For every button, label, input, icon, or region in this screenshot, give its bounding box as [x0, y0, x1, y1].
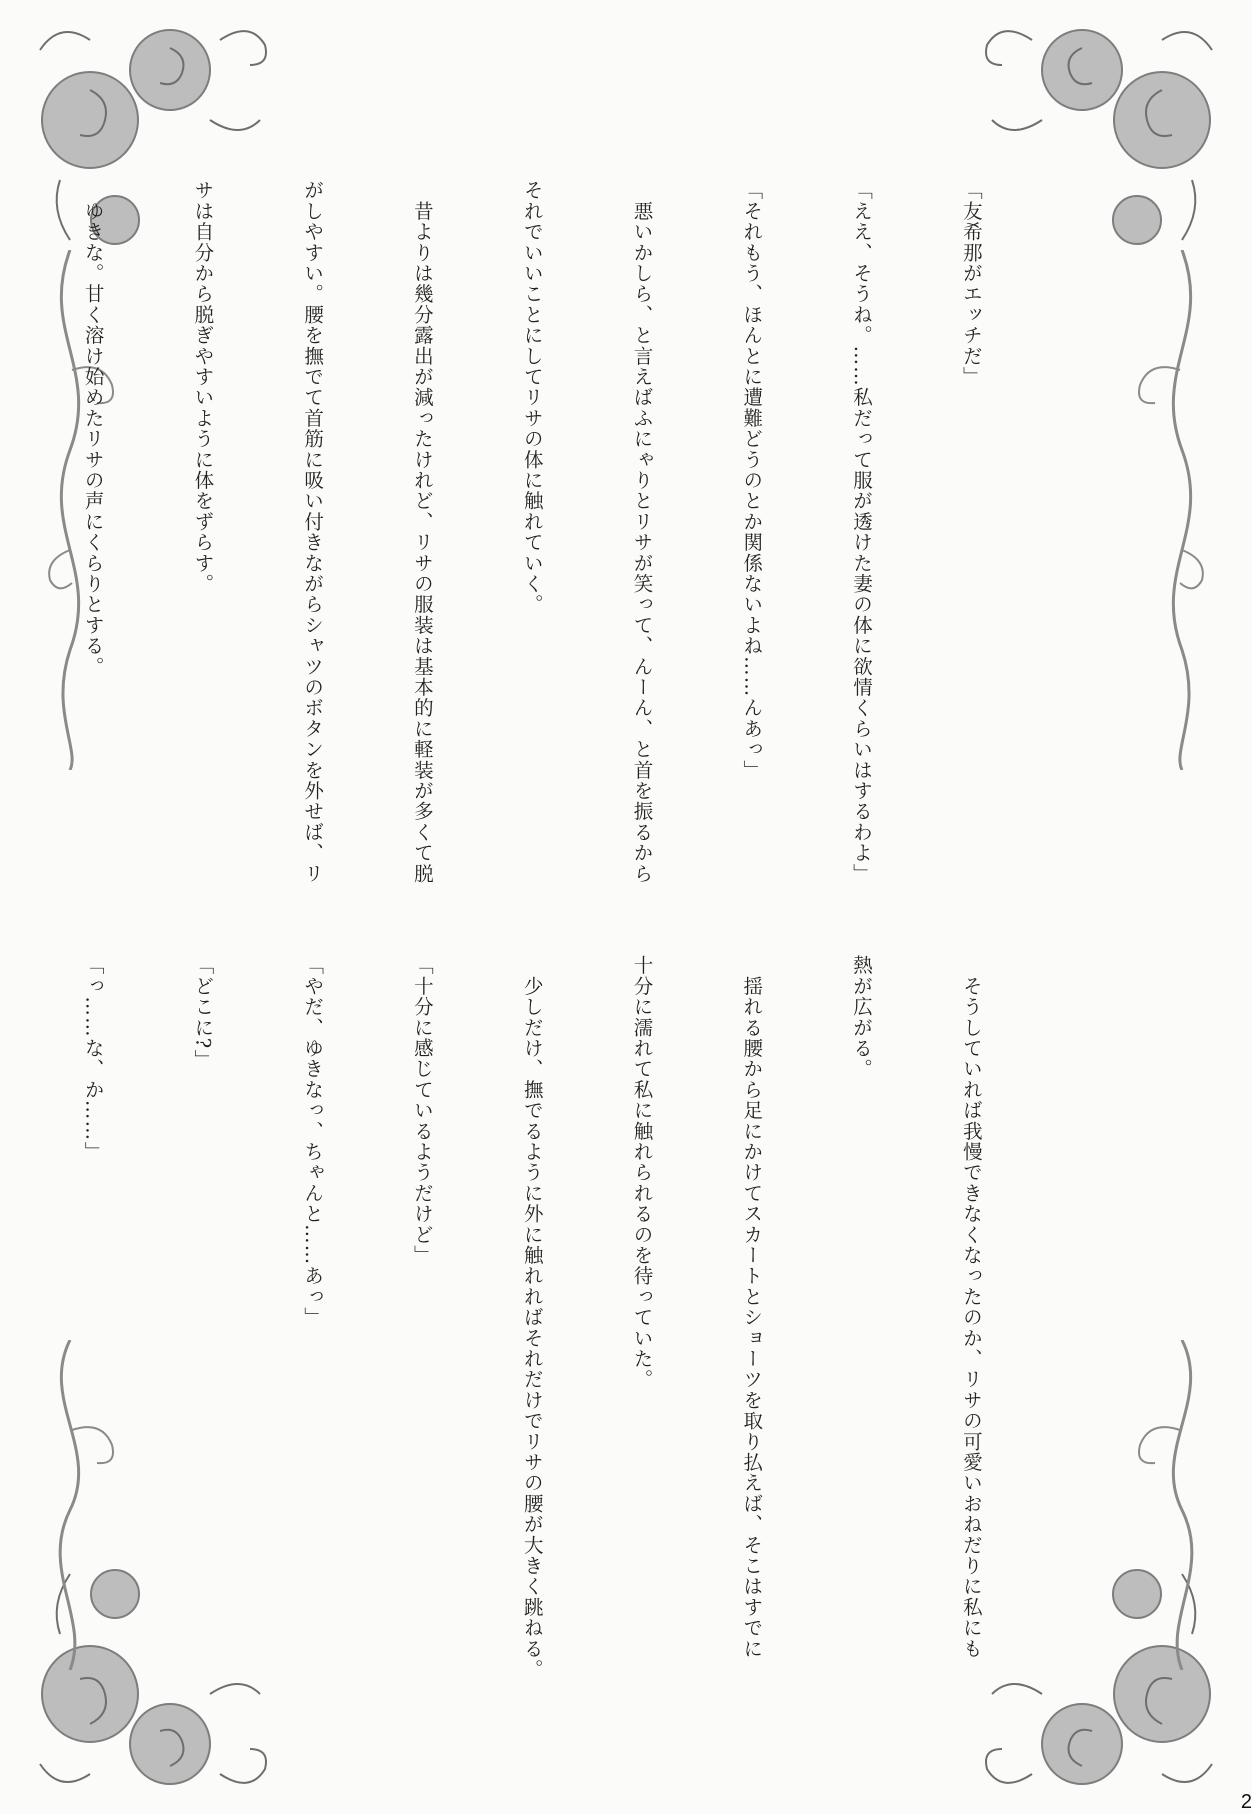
text-column: 「それもう、ほんとに遭難どうのとか関係ないよね……んあっ」 — [740, 180, 764, 781]
text-column: 昔よりは幾分露出が減ったけれど、リサの服装は基本的に軽装が多くて脱 — [410, 180, 434, 884]
text-column: がしやすい。腰を撫でて首筋に吸い付きながらシャツのボタンを外せば、リ — [301, 180, 325, 884]
vine-border-bottom-right — [1102, 1340, 1222, 1670]
text-column: 十分に濡れて私に触れられるのを待っていた。 — [630, 955, 654, 1390]
text-column: 揺れる腰から足にかけてスカートとショーツを取り払えば、そこはすでに — [740, 955, 764, 1659]
text-column: サは自分から脱ぎやすいように体をずらす。 — [191, 180, 215, 594]
text-column: 「十分に感じているようだけど」 — [410, 955, 434, 1266]
lower-text-block — [81, 955, 1062, 1680]
page-number: 2 — [1240, 1791, 1252, 1813]
upper-text-block — [81, 180, 1062, 920]
text-column: ゆきな。甘く溶け始めたリサの声にくらりとする。 — [81, 180, 105, 677]
text-column: 「友希那がエッチだ」 — [959, 180, 983, 387]
text-column — [0, 955, 1, 1535]
text-column: そうしていれば我慢できなくなったのか、リサの可愛いおねだりに私にも — [959, 955, 983, 1659]
text-column: 悪いかしら、と言えばふにゃりとリサが笑って、んーん、と首を振るから — [630, 180, 654, 884]
text-column: 「どこに?」 — [191, 955, 215, 1071]
text-column: 熱が広がる。 — [850, 955, 874, 1080]
text-column: 「っ……な、か……」 — [81, 955, 105, 1162]
text-column — [0, 180, 1, 920]
text-column: 少しだけ、撫でるように外に触れればそれだけでリサの腰が大きく跳ねる。 — [520, 955, 544, 1680]
text-column: それでいいことにしてリサの体に触れていく。 — [520, 180, 544, 615]
text-column: 「やだ、ゆきなっ、ちゃんと……あっ」 — [301, 955, 325, 1328]
vine-border-right — [1102, 250, 1222, 770]
text-column: 「ええ、そうね。……私だって服が透けた妻の体に欲情くらいはするわよ」 — [850, 180, 874, 884]
